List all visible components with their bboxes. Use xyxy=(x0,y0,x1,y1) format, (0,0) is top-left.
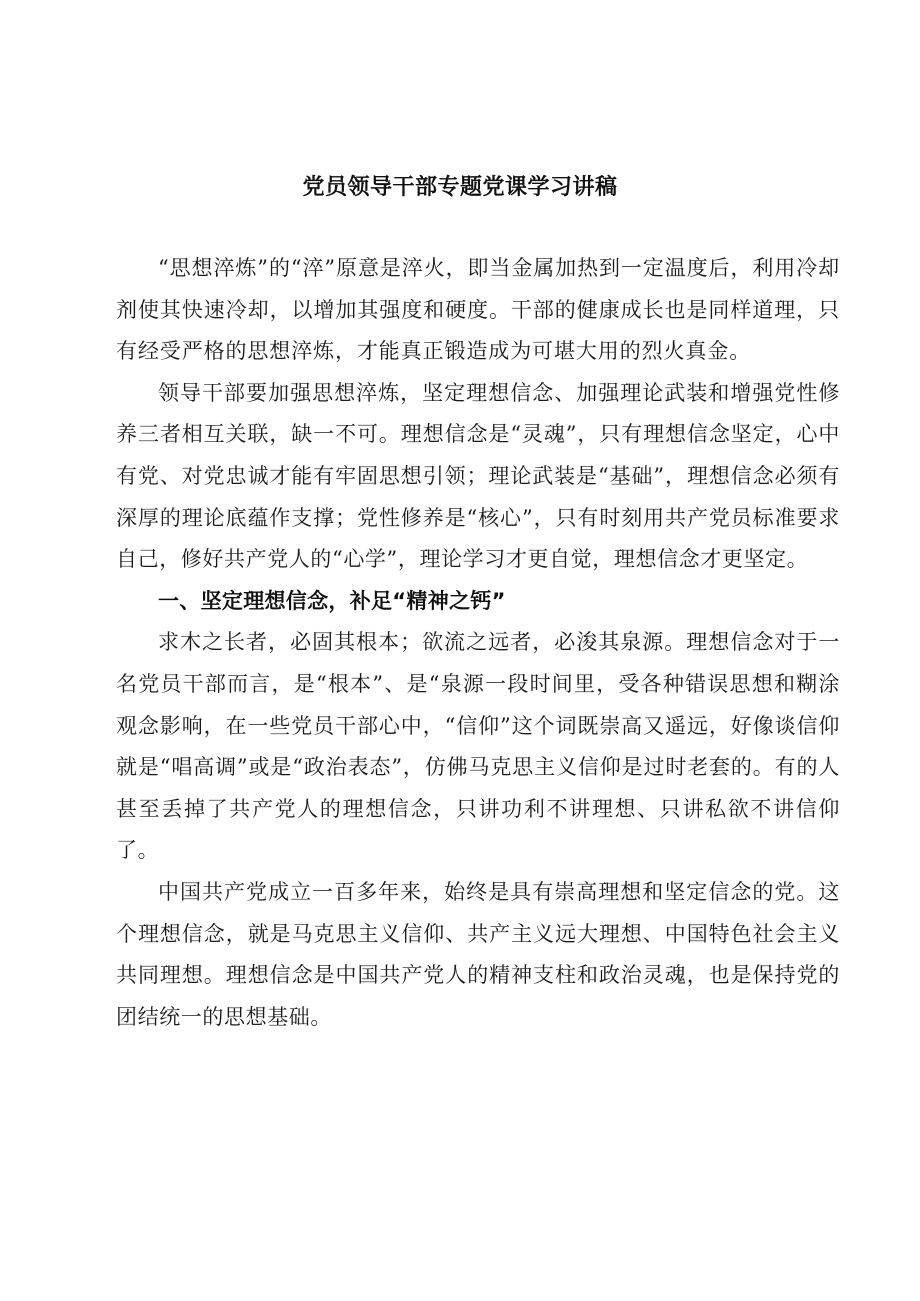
paragraph-intro-2: 领导干部要加强思想淬炼，坚定理想信念、加强理论武装和增强党性修养三者相互关联，缺一不可。理想信念是“灵魂”，只有理想信念坚定，心中有党、对党忠诚才能有牢固思想引领；理论武装是“基础”，理想信念必须有深厚的理论底蕴作支撑；党性修养是“核心”，只有时刻用共产党员标准要求自己，修好共产党人的“心学”，理论学习才更自觉，理想信念才更坚定。 xyxy=(116,380,840,572)
document-body xyxy=(116,248,840,1038)
document-title: 党员领导干部专题党课学习讲稿 xyxy=(302,175,618,200)
section-heading-1: 一、坚定理想信念，补足“精神之钙” xyxy=(158,588,506,613)
paragraph-intro-1: “思想淬炼”的“淬”原意是淬火，即当金属加热到一定温度后，利用冷却剂使其快速冷却，以增加其强度和硬度。干部的健康成长也是同样道理，只有经受严格的思想淬炼，才能真正锻造成为可堪大用的烈火真金。 xyxy=(116,256,840,364)
section-1-paragraph-1: 求木之长者，必固其根本；欲流之远者，必浚其泉源。理想信念对于一名党员干部而言，是“根本”、是“泉源一段时间里，受各种错误思想和糊涂观念影响，在一些党员干部心中，“信仰”这个词既崇高又遥远，好像谈信仰就是“唱高调”或是“政治表态”，仿佛马克思主义信仰是过时老套的。有的人甚至丢掉了共产党人的理想信念，只讲功利不讲理想、只讲私欲不讲信仰了。 xyxy=(116,630,840,863)
section-1-paragraph-2: 中国共产党成立一百多年来，始终是具有崇高理想和坚定信念的党。这个理想信念，就是马克思主义信仰、共产主义远大理想、中国特色社会主义共同理想。理想信念是中国共产党人的精神支柱和政治灵魂，也是保持党的团结统一的思想基础。 xyxy=(116,879,840,1029)
